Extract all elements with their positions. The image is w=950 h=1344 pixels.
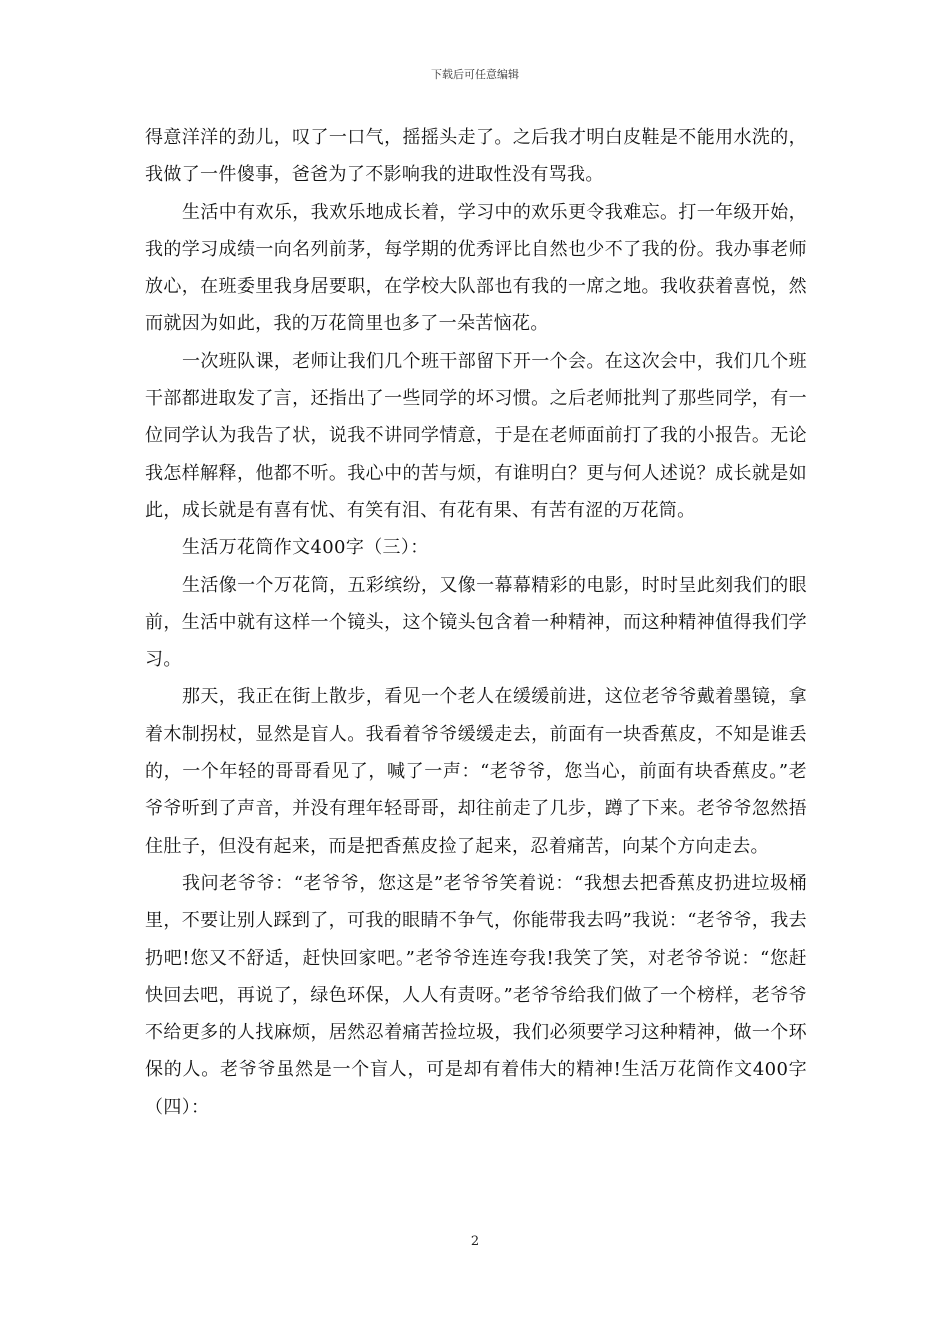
header-text: 下载后可任意编辑 (431, 68, 519, 81)
paragraph-7: 我问老爷爷：“老爷爷，您这是”老爷爷笑着说：“我想去把香蕉皮扔进垃圾桶里，不要让别人踩到了，可我的眼睛不争气，你能带我去吗”我说：“老爷爷，我去扔吧!您又不舒适，赶快回家吧。”老爷爷连连夸我!我笑了笑，对老爷爷说：“您赶快回去吧，再说了，绿色环保，人人有责呀。”老爷爷给我们做了一个榜样，老爷爷不给更多的人找麻烦，居然忍着痛苦捡垃圾，我们必须要学习这种精神，做一个环保的人。老爷爷虽然是一个盲人，可是却有着伟大的精神!生活万花筒作文400字（四）： (145, 872, 807, 1118)
paragraph-1: 得意洋洋的劲儿，叹了一口气，摇摇头走了。之后我才明白皮鞋是不能用水洗的，我做了一件傻事，爸爸为了不影响我的进取性没有骂我。 (145, 127, 807, 186)
paragraph-2: 生活中有欢乐，我欢乐地成长着，学习中的欢乐更令我难忘。打一年级开始，我的学习成绩一向名列前茅，每学期的优秀评比自然也少不了我的份。我办事老师放心，在班委里我身居要职，在学校大队部也有我的一席之地。我收获着喜悦，然而就因为如此，我的万花筒里也多了一朵苦恼花。 (145, 201, 807, 335)
paragraph-6: 那天，我正在街上散步，看见一个老人在缓缓前进，这位老爷爷戴着墨镜，拿着木制拐杖，显然是盲人。我看着爷爷缓缓走去，前面有一块香蕉皮，不知是谁丢的，一个年轻的哥哥看见了，喊了一声：“老爷爷，您当心，前面有块香蕉皮。”老爷爷听到了声音，并没有理年轻哥哥，却往前走了几步，蹲了下来。老爷爷忽然捂住肚子，但没有起来，而是把香蕉皮捡了起来，忍着痛苦，向某个方向走去。 (145, 686, 807, 857)
paragraph-5: 生活像一个万花筒，五彩缤纷，又像一幕幕精彩的电影，时时呈此刻我们的眼前，生活中就有这样一个镜头，这个镜头包含着一种精神，而这种精神值得我们学习。 (145, 574, 807, 671)
paragraph-3: 一次班队课，老师让我们几个班干部留下开一个会。在这次会中，我们几个班干部都进取发了言，还指出了一些同学的坏习惯。之后老师批判了那些同学，有一位同学认为我告了状，说我不讲同学情意，于是在老师面前打了我的小报告。无论我怎样解释，他都不听。我心中的苦与烦，有谁明白？更与何人述说？成长就是如此，成长就是有喜有忧、有笑有泪、有花有果、有苦有涩的万花筒。 (145, 350, 807, 521)
page-header (0, 66, 950, 82)
page-footer (0, 1234, 950, 1249)
page-number: 2 (470, 1234, 480, 1249)
document-body (145, 119, 807, 1126)
section-heading-3: 生活万花筒作文400字（三）： (182, 537, 429, 559)
